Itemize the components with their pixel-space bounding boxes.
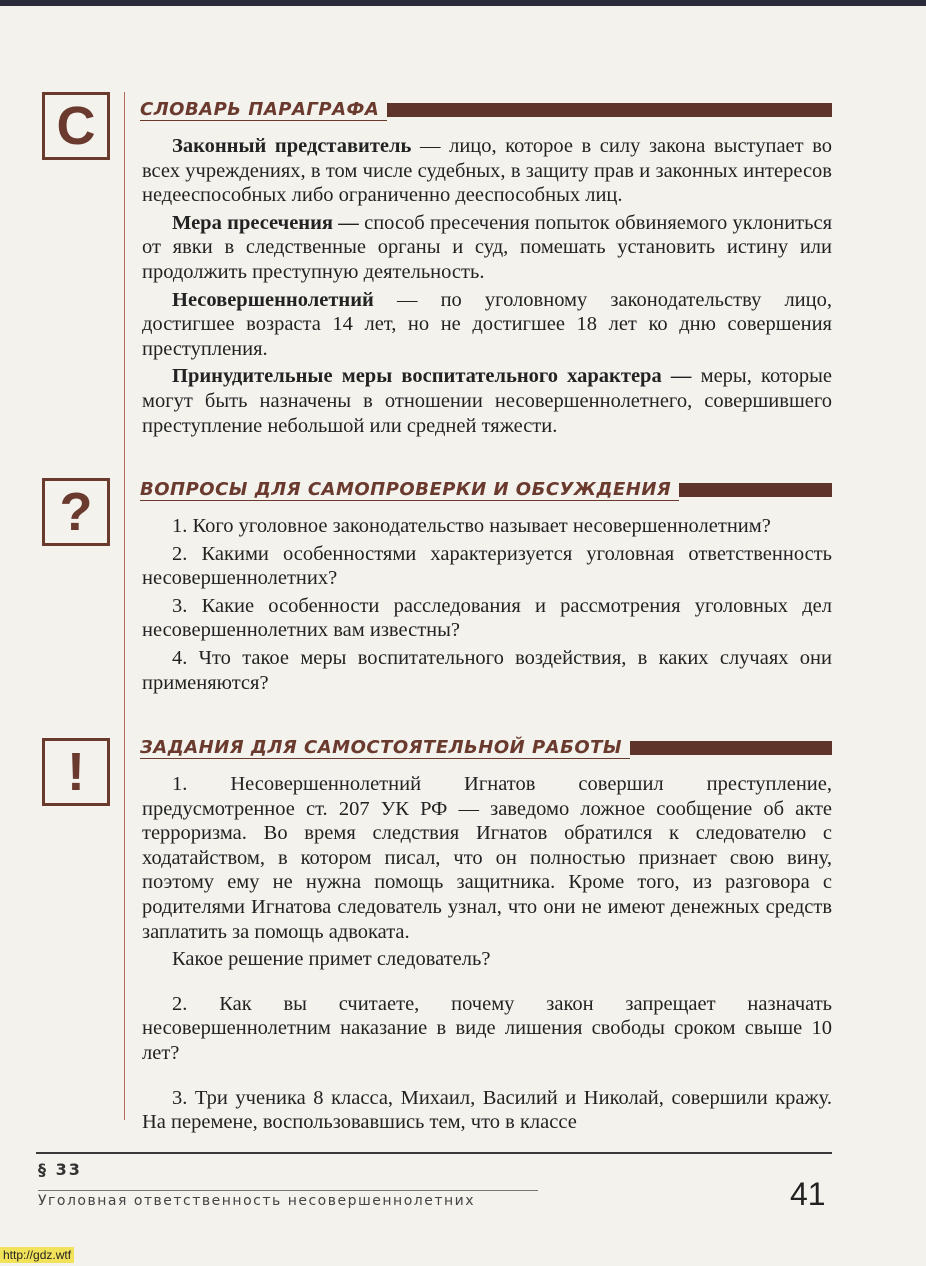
footer-divider [36, 1152, 832, 1154]
glossary-term: Мера пресечения — [172, 211, 359, 234]
task-item: 3. Три ученика 8 класса, Михаил, Василий и Николай, совершили кражу. На перемене, воспользовавшись тем, что в классе [142, 1086, 832, 1134]
question-item: 4. Что такое меры воспитательного воздействия, в каких случаях они применяются? [142, 646, 832, 694]
dictionary-icon: С [42, 92, 110, 160]
heading-bar [387, 103, 832, 117]
task-question: Какое решение примет следователь? [172, 948, 491, 971]
glossary-entry [142, 211, 832, 285]
top-edge [0, 0, 926, 6]
glossary-term: Несовершеннолетний [172, 288, 374, 311]
question-item: 3. Какие особенности расследования и рассмотрения уголовных дел несовершеннолетних вам известны? [142, 594, 832, 642]
glossary-heading [140, 98, 832, 122]
exclamation-icon: ! [42, 738, 110, 806]
task-item: 1. Несовершеннолетний Игнатов совершил преступление, предусмотренное ст. 207 УК РФ — заведомо ложное сообщение об акте терроризма. Во время следствия Игнатов обратился к следователю с ходатайством, в котором писал, что он полностью признает свою вину, поэтому ему не нужна помощь защитника. Кроме того, из разговора с родителями Игнатова следователь узнал, что они не имеют денежных средств заплатить за помощь адвоката. [142, 773, 832, 943]
heading-bar [630, 741, 832, 755]
question-item: 1. Кого уголовное законодательство называет несовершеннолетним? [172, 515, 771, 537]
glossary-heading-text: СЛОВАРЬ ПАРАГРАФА [140, 99, 387, 121]
glossary-definition: меры, которые могут быть назначены в отношении несовершеннолетнего, совершившего преступление небольшой или средней тяжести. [142, 365, 832, 437]
glossary-term: Принудительные меры воспитательного характера — [172, 365, 692, 388]
glossary-definition: способ пресечения попыток обвиняемого уклониться от явки в следственные органы и суд, помешать установить истину или продолжить преступную деятельность. [142, 211, 833, 283]
glossary-section [142, 134, 832, 438]
heading-bar [679, 483, 832, 497]
glossary-entry [142, 288, 832, 362]
chapter-title: Уголовная ответственность несовершеннолетних [38, 1190, 538, 1209]
glossary-definition: — по уголовному законодательству лицо, достигшее возраста 14 лет, но не достигшее 18 лет ко дню совершения преступления. [142, 288, 832, 360]
tasks-section [142, 772, 832, 1135]
questions-heading-text: ВОПРОСЫ ДЛЯ САМОПРОВЕРКИ И ОБСУЖДЕНИЯ [140, 479, 679, 501]
glossary-definition: — лицо, которое в силу закона выступает во всех учреждениях, в том числе судебных, в защиту прав и законных интересов недееспособных либо ограниченно дееспособных лиц. [142, 135, 832, 207]
question-item: 2. Какими особенностями характеризуется уголовная ответственность несовершеннолетних? [142, 542, 832, 590]
page-number: 41 [790, 1176, 826, 1212]
glossary-term: Законный представитель [172, 135, 412, 157]
tasks-heading [140, 736, 832, 760]
margin-rule [124, 92, 125, 1120]
glossary-entry [142, 134, 832, 208]
questions-section [142, 514, 832, 695]
question-icon: ? [42, 478, 110, 546]
glossary-entry [142, 364, 832, 438]
questions-heading [140, 478, 832, 502]
source-watermark: http://gdz.wtf [0, 1247, 74, 1263]
tasks-heading-text: ЗАДАНИЯ ДЛЯ САМОСТОЯТЕЛЬНОЙ РАБОТЫ [140, 737, 630, 759]
task-item: 2. Как вы считаете, почему закон запрещает назначать несовершеннолетним наказание в виде лишения свободы сроком свыше 10 лет? [142, 992, 832, 1064]
paragraph-number: § 33 [38, 1160, 82, 1179]
